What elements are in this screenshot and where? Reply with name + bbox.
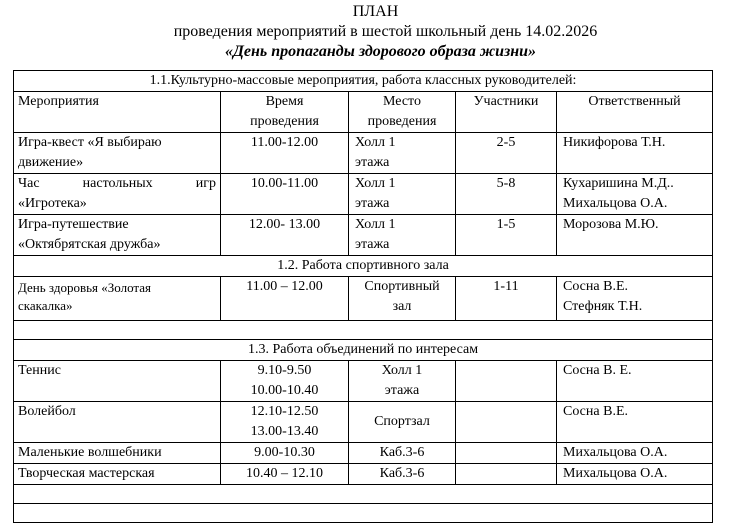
event-line: скакалка» — [18, 298, 73, 313]
time-line: 13.00-13.40 — [250, 424, 319, 439]
table-row — [14, 464, 713, 485]
event-line: движение» — [18, 155, 84, 170]
table-row — [14, 361, 713, 402]
plan-title: ПЛАН — [352, 3, 399, 20]
section-row — [14, 71, 713, 92]
time-line: 9.10-9.50 — [257, 363, 312, 378]
responsible-cell: Сосна В. Е. — [557, 361, 713, 402]
responsible-cell: Сосна В.Е. — [557, 402, 713, 443]
event-line: Час настольных игр — [18, 176, 216, 191]
place-line: Холл 1 — [355, 176, 396, 191]
participants-cell: 1-5 — [456, 215, 557, 256]
place-line: этажа — [355, 237, 390, 252]
participants-cell: 2-5 — [456, 133, 557, 174]
participants-cell — [456, 464, 557, 485]
place-line: Спортзал — [374, 414, 430, 429]
event-cell — [14, 215, 221, 256]
event-cell — [14, 277, 221, 321]
spacer-row — [14, 485, 713, 504]
event-line: Игра-путешествие — [18, 217, 129, 232]
spacer-row — [14, 321, 713, 340]
time-cell — [221, 402, 349, 443]
column-header-time — [221, 92, 349, 133]
time-cell — [221, 361, 349, 402]
place-line: этажа — [384, 383, 420, 398]
time-line: 12.10-12.50 — [250, 404, 319, 419]
column-header-time-line: Время — [265, 94, 304, 109]
time-cell: 11.00 – 12.00 — [221, 277, 349, 321]
table-row — [14, 443, 713, 464]
column-header-time-line: проведения — [250, 114, 319, 129]
column-header-place-line: проведения — [367, 114, 437, 129]
responsible-cell: Михальцова О.А. — [557, 464, 713, 485]
event-line: «Игротека» — [18, 196, 87, 211]
event-cell: Теннис — [14, 361, 221, 402]
column-header-place — [349, 92, 456, 133]
responsible-cell — [557, 277, 713, 321]
document-page — [0, 2, 731, 523]
responsible-cell: Никифорова Т.Н. — [557, 133, 713, 174]
event-cell: Маленькие волшебники — [14, 443, 221, 464]
plan-theme: «День пропаганды здорового образа жизни» — [224, 43, 537, 60]
place-cell — [349, 361, 456, 402]
responsible-line: Стефняк Т.Н. — [563, 299, 643, 314]
time-cell: 10.00-11.00 — [221, 174, 349, 215]
place-cell — [349, 215, 456, 256]
section-title: 1.3. Работа объединений по интересам — [14, 340, 713, 361]
table-row — [14, 133, 713, 174]
place-line: Холл 1 — [381, 363, 423, 378]
column-header-responsible: Ответственный — [557, 92, 713, 133]
participants-cell — [456, 361, 557, 402]
time-cell: 11.00-12.00 — [221, 133, 349, 174]
table-row — [14, 215, 713, 256]
section-title: 1.2. Работа спортивного зала — [14, 256, 713, 277]
place-line: Холл 1 — [355, 135, 396, 150]
place-line: этажа — [355, 196, 390, 211]
table-row — [14, 277, 713, 321]
section-row — [14, 340, 713, 361]
event-cell: Творческая мастерская — [14, 464, 221, 485]
event-cell — [14, 133, 221, 174]
place-line: зал — [392, 299, 412, 314]
table-row — [14, 402, 713, 443]
time-cell: 9.00-10.30 — [221, 443, 349, 464]
responsible-line: Сосна В.Е. — [563, 279, 628, 294]
column-header-place-line: Место — [383, 94, 421, 109]
spacer-cell — [14, 321, 713, 340]
participants-cell: 5-8 — [456, 174, 557, 215]
header-row — [14, 92, 713, 133]
place-cell — [349, 402, 456, 443]
table-row — [14, 174, 713, 215]
event-cell: Волейбол — [14, 402, 221, 443]
place-cell — [349, 174, 456, 215]
event-line: День здоровья «Золотая — [18, 280, 151, 295]
spacer-cell — [14, 485, 713, 504]
spacer-cell — [14, 504, 713, 523]
time-cell: 12.00- 13.00 — [221, 215, 349, 256]
spacer-row — [14, 504, 713, 523]
place-cell — [349, 133, 456, 174]
responsible-cell: Михальцова О.А. — [557, 443, 713, 464]
event-cell — [14, 174, 221, 215]
responsible-cell — [557, 174, 713, 215]
column-header-event: Мероприятия — [14, 92, 221, 133]
participants-cell: 1-11 — [456, 277, 557, 321]
responsible-line: Михальцова О.А. — [563, 196, 668, 211]
place-cell: Каб.3-6 — [349, 464, 456, 485]
place-line: этажа — [355, 155, 390, 170]
event-line: Игра-квест «Я выбираю — [18, 135, 162, 150]
responsible-line: Кухаришина М.Д.. — [563, 176, 674, 191]
plan-table — [13, 70, 713, 523]
event-line: «Октябрятская дружба» — [18, 237, 161, 252]
column-header-participants: Участники — [456, 92, 557, 133]
time-cell: 10.40 – 12.10 — [221, 464, 349, 485]
plan-subtitle: проведения мероприятий в шестой школьный день 14.02.2026 — [173, 23, 598, 40]
place-cell: Каб.3-6 — [349, 443, 456, 464]
participants-cell — [456, 443, 557, 464]
responsible-cell: Морозова М.Ю. — [557, 215, 713, 256]
section-row — [14, 256, 713, 277]
time-line: 10.00-10.40 — [250, 383, 319, 398]
place-line: Холл 1 — [355, 217, 396, 232]
participants-cell — [456, 402, 557, 443]
place-line: Спортивный — [364, 279, 440, 294]
section-title: 1.1.Культурно-массовые мероприятия, работа классных руководителей: — [14, 71, 713, 92]
place-cell — [349, 277, 456, 321]
